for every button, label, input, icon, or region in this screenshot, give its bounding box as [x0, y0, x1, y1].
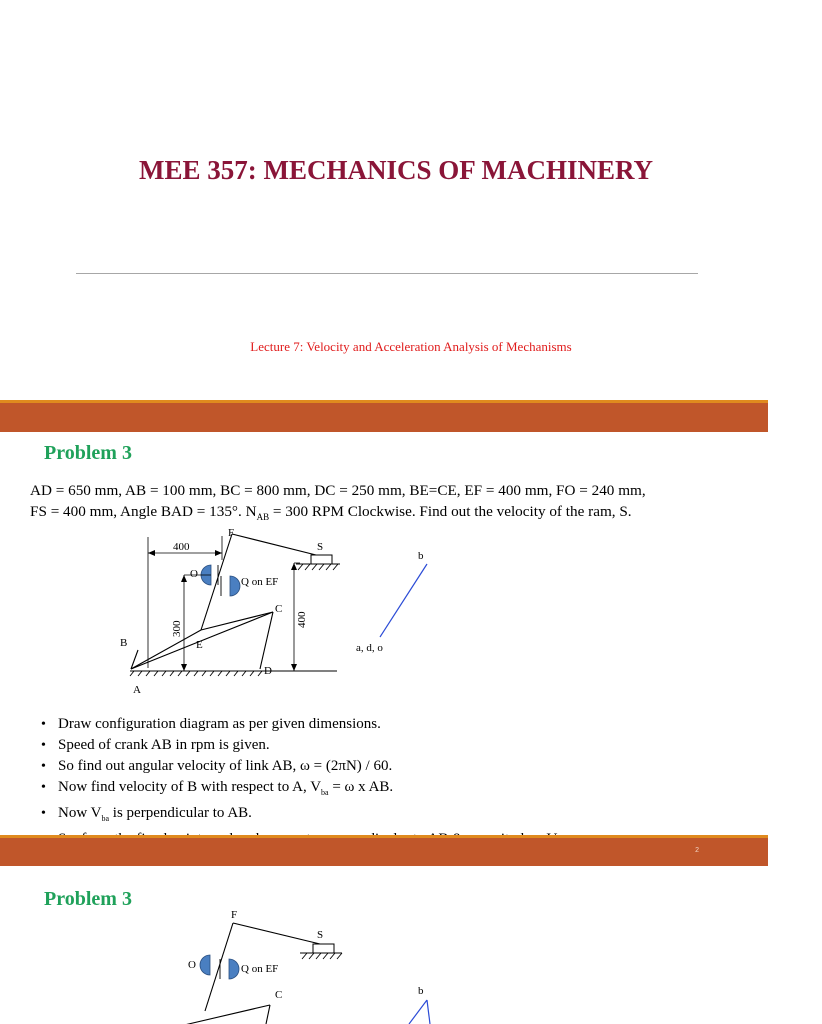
problem-title: Problem 3: [44, 442, 132, 464]
label-b: B: [120, 637, 128, 649]
dim-300-label: 300: [171, 620, 183, 637]
given-line-1: AD = 650 mm, AB = 100 mm, BC = 800 mm, DC = 250 mm, BE=CE, EF = 400 mm, FO = 240 mm,: [30, 482, 646, 499]
vector-origin-label: a, d, o: [356, 642, 383, 654]
label-s: S: [317, 929, 324, 941]
label-a: A: [133, 684, 141, 696]
page-number: 2: [695, 847, 699, 854]
given-line-2-post: = 300 RPM Clockwise. Find out the velocity of the ram, S.: [269, 503, 632, 520]
given-line-2-pre: FS = 400 mm, Angle BAD = 135°. N: [30, 503, 257, 520]
problem-slide: [0, 432, 768, 835]
mechanism-diagram-partial: [0, 866, 768, 1024]
dim-400-top-label: 400: [173, 541, 190, 553]
label-o: O: [188, 959, 196, 971]
vector-ab: [409, 1000, 427, 1024]
course-title: MEE 357: MECHANICS OF MACHINERY: [138, 155, 654, 185]
link-fs: [233, 923, 320, 944]
label-e: E: [196, 639, 203, 651]
label-d: D: [264, 665, 272, 677]
link-bc: [180, 1005, 270, 1024]
pivot-q-semicircle: [229, 959, 239, 979]
label-f: F: [231, 909, 238, 921]
list-item: • Now $V_{ba}$ is perpendicular to AB.: [30, 803, 567, 829]
lecture-subtitle: Lecture 7: Velocity and Acceleration Analysis of Mechanisms: [250, 339, 572, 354]
slider-ground-hatch: [300, 953, 342, 959]
vector-b-down: [427, 1000, 430, 1024]
list-item: • Draw configuration diagram as per given dimensions.: [30, 714, 567, 735]
dim-400-right-label: 400: [296, 611, 308, 628]
slide-separator-band: [0, 835, 768, 866]
problem-title: Problem 3: [44, 888, 132, 910]
label-q: Q on EF: [241, 576, 279, 588]
slide-separator-band: [0, 400, 768, 432]
title-slide: [0, 0, 768, 400]
label-f: F: [228, 527, 235, 539]
label-q: Q on EF: [241, 963, 279, 975]
vector-ab: [380, 564, 427, 637]
label-c: C: [275, 989, 283, 1001]
vector-b-label: b: [418, 985, 424, 997]
vector-b-label: b: [418, 550, 424, 562]
list-item: • Now find velocity of B with respect to A, $V_{ba} = \omega$ x AB.: [30, 777, 567, 803]
instruction-list: [30, 714, 567, 855]
ram-slider: [313, 944, 334, 953]
label-s: S: [317, 541, 324, 553]
problem-slide-continued: [0, 866, 768, 1024]
link-cd: [266, 1005, 270, 1024]
title-divider: [76, 273, 698, 274]
pivot-o-semicircle: [200, 955, 210, 975]
list-item: • So find out angular velocity of link AB, ω = (2πN) / 60.: [30, 756, 567, 777]
label-c: C: [275, 603, 283, 615]
given-line-2-sub: AB: [256, 512, 270, 523]
label-o: O: [190, 568, 198, 580]
list-item: • Speed of crank AB in rpm is given.: [30, 735, 567, 756]
